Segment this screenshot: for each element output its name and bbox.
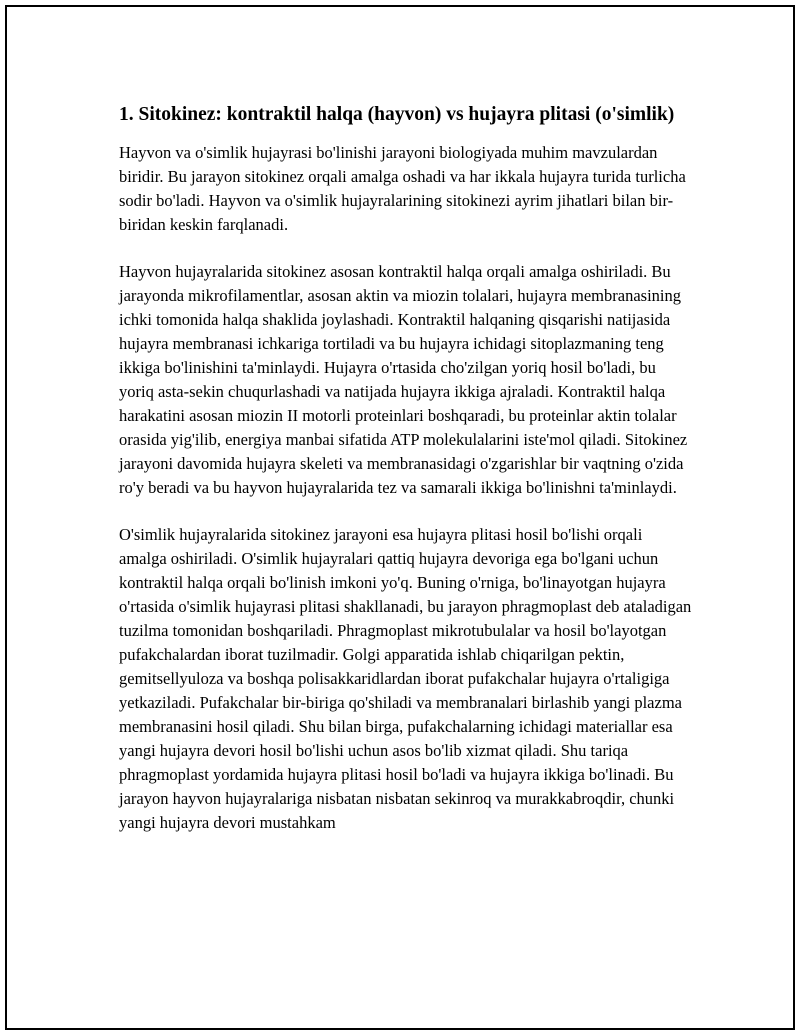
page-border — [5, 5, 795, 1030]
section-heading: 1. Sitokinez: kontraktil halqa (hayvon) vs hujayra plitasi (o'simlik) — [119, 104, 675, 125]
paragraph-animal-cytokinesis: Hayvon hujayralarida sitokinez asosan kontraktil halqa orqali amalga oshiriladi. Bu jarayonda mikrofilamentlar, asosan aktin va miozin tolalari, hujayra membranasining ichki tomonida halqa shaklida joylashadi. Kontraktil halqaning qisqarishi natijasida hujayra membranasi ichkariga tortiladi va bu hujayra ichidagi sitoplazmaning teng ikkiga bo'linishini ta'minlaydi. Hujayra o'rtasida cho'zilgan yoriq hosil bo'ladi, bu yoriq asta-sekin chuqurlashadi va natijada hujayra ikkiga ajraladi. Kontraktil halqa harakatini asosan miozin II motorli proteinlari boshqaradi, bu proteinlar aktin tolalar orasida yig'ilib, energiya manbai sifatida ATP molekulalarini iste'mol qiladi. Sitokinez jarayoni davomida hujayra skeleti va membranasidagi o'zgarishlar bir vaqtning o'zida ro'y beradi va bu hayvon hujayralarida tez va samarali ikkiga bo'linishni ta'minlaydi. — [119, 262, 688, 497]
paragraph-intro: Hayvon va o'simlik hujayrasi bo'linishi jarayoni biologiyada muhim mavzulardan biridir. Bu jarayon sitokinez orqali amalga oshadi va har ikkala hujayra turida turlicha sodir bo'ladi. Hayvon va o'simlik hujayralarining sitokinezi ayrim jihatlari bilan bir-biridan keskin farqlanadi. — [119, 143, 686, 234]
paragraph-plant-cytokinesis: O'simlik hujayralarida sitokinez jarayoni esa hujayra plitasi hosil bo'lishi orqali amalga oshiriladi. O'simlik hujayralari qattiq hujayra devoriga ega bo'lgani uchun kontraktil halqa orqali bo'linish imkoni yo'q. Buning o'rniga, bo'linayotgan hujayra o'rtasida o'simlik hujayrasi plitasi shakllanadi, bu jarayon phragmoplast deb ataladigan tuzilma tomonidan boshqariladi. Phragmoplast mikrotubulalar va hosil bo'layotgan pufakchalardan iborat tuzilmadir. Golgi apparatida ishlab chiqarilgan pektin, gemitsellyuloza va boshqa polisakkaridlardan iborat pufakchalar hujayra o'rtaligiga yetkaziladi. Pufakchalar bir-biriga qo'shiladi va membranalari birlashib yangi plazma membranasini hosil qiladi. Shu bilan birga, pufakchalarning ichidagi materiallar esa yangi hujayra devori hosil bo'lishi uchun asos bo'lib xizmat qiladi. Shu tariqa phragmoplast yordamida hujayra plitasi hosil bo'ladi va hujayra ikkiga bo'linadi. Bu jarayon hayvon hujayralariga nisbatan nisbatan sekinroq va murakkabroqdir, chunki yangi hujayra devori mustahkam — [119, 525, 692, 832]
document-body — [119, 101, 693, 858]
